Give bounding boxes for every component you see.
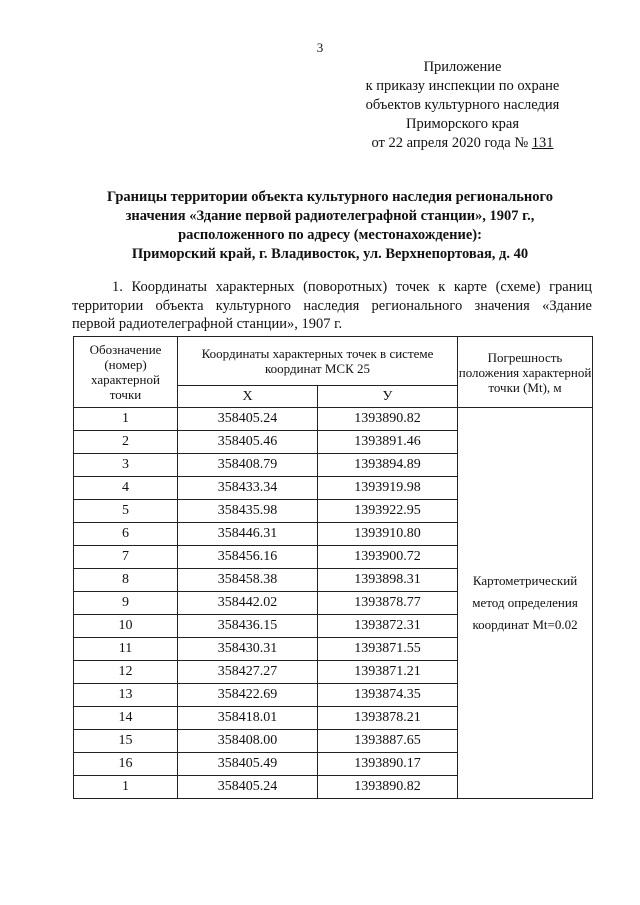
x-coordinate-cell: 358433.34 bbox=[178, 477, 318, 500]
x-coordinate-cell: 358405.49 bbox=[178, 753, 318, 776]
paragraph-1 bbox=[72, 278, 592, 334]
table-body bbox=[74, 408, 593, 799]
point-number-cell: 2 bbox=[74, 431, 178, 454]
accuracy-header: Погрешность положения характерной точки (Mt), м bbox=[458, 337, 593, 408]
appendix-date-line bbox=[340, 134, 585, 153]
x-coordinate-cell: 358418.01 bbox=[178, 707, 318, 730]
accuracy-line: Картометрический bbox=[472, 573, 578, 588]
point-number-cell: 16 bbox=[74, 753, 178, 776]
x-coordinate-cell: 358458.38 bbox=[178, 569, 318, 592]
accuracy-cell bbox=[458, 408, 593, 799]
point-number-cell: 9 bbox=[74, 592, 178, 615]
appendix-line: объектов культурного наследия bbox=[365, 97, 560, 113]
x-coordinate-cell: 358446.31 bbox=[178, 523, 318, 546]
y-coordinate-cell: 1393887.65 bbox=[318, 730, 458, 753]
accuracy-line: координат Mt=0.02 bbox=[472, 617, 578, 632]
y-coordinate-cell: 1393878.21 bbox=[318, 707, 458, 730]
x-coordinate-cell: 358405.46 bbox=[178, 431, 318, 454]
point-number-cell: 14 bbox=[74, 707, 178, 730]
y-coordinate-cell: 1393922.95 bbox=[318, 500, 458, 523]
point-number-cell: 12 bbox=[74, 661, 178, 684]
y-coordinate-cell: 1393891.46 bbox=[318, 431, 458, 454]
x-coordinate-cell: 358427.27 bbox=[178, 661, 318, 684]
coordinates-header: Координаты характерных точек в системе координат МСК 25 bbox=[178, 337, 458, 386]
point-number-cell: 15 bbox=[74, 730, 178, 753]
appendix-date: от 22 апреля 2020 года № bbox=[371, 135, 529, 151]
y-header: У bbox=[318, 386, 458, 408]
x-coordinate-cell: 358442.02 bbox=[178, 592, 318, 615]
x-coordinate-cell: 358435.98 bbox=[178, 500, 318, 523]
x-coordinate-cell: 358456.16 bbox=[178, 546, 318, 569]
y-coordinate-cell: 1393878.77 bbox=[318, 592, 458, 615]
point-number-header: Обозначение (номер) характерной точки bbox=[74, 337, 178, 408]
point-number-cell: 8 bbox=[74, 569, 178, 592]
title-line: значения «Здание первой радиотелеграфной станции», 1907 г., bbox=[125, 208, 535, 224]
point-number-cell: 1 bbox=[74, 776, 178, 799]
point-number-cell: 6 bbox=[74, 523, 178, 546]
point-number-cell: 10 bbox=[74, 615, 178, 638]
table-row bbox=[74, 408, 593, 431]
y-coordinate-cell: 1393890.17 bbox=[318, 753, 458, 776]
point-number-cell: 1 bbox=[74, 408, 178, 431]
x-coordinate-cell: 358408.00 bbox=[178, 730, 318, 753]
y-coordinate-cell: 1393872.31 bbox=[318, 615, 458, 638]
x-coordinate-cell: 358405.24 bbox=[178, 776, 318, 799]
title-line: Приморский край, г. Владивосток, ул. Верхнепортовая, д. 40 bbox=[131, 246, 529, 262]
y-coordinate-cell: 1393919.98 bbox=[318, 477, 458, 500]
y-coordinate-cell: 1393874.35 bbox=[318, 684, 458, 707]
y-coordinate-cell: 1393890.82 bbox=[318, 408, 458, 431]
y-coordinate-cell: 1393890.82 bbox=[318, 776, 458, 799]
appendix-line: Приложение bbox=[423, 59, 502, 75]
x-header: X bbox=[178, 386, 318, 408]
appendix-block bbox=[340, 58, 585, 153]
order-number: 131 bbox=[531, 135, 554, 151]
y-coordinate-cell: 1393900.72 bbox=[318, 546, 458, 569]
point-number-cell: 4 bbox=[74, 477, 178, 500]
title-line: расположенного по адресу (местонахождение): bbox=[178, 227, 482, 243]
paragraph-line: первой радиотелеграфной станции», 1907 г. bbox=[72, 316, 343, 332]
x-coordinate-cell: 358430.31 bbox=[178, 638, 318, 661]
point-number-cell: 5 bbox=[74, 500, 178, 523]
appendix-line: к приказу инспекции по охране bbox=[365, 78, 560, 94]
y-coordinate-cell: 1393898.31 bbox=[318, 569, 458, 592]
coordinates-table bbox=[73, 336, 593, 799]
paragraph-line: территории объекта культурного наследия регионального значения «Здание bbox=[72, 297, 592, 314]
point-number-cell: 7 bbox=[74, 546, 178, 569]
title-line: Границы территории объекта культурного наследия регионального bbox=[107, 189, 553, 205]
point-number-cell: 3 bbox=[74, 454, 178, 477]
x-coordinate-cell: 358422.69 bbox=[178, 684, 318, 707]
accuracy-line: метод определения bbox=[472, 595, 578, 610]
paragraph-line: 1. Координаты характерных (поворотных) точек к карте (схеме) границ bbox=[112, 279, 592, 295]
y-coordinate-cell: 1393910.80 bbox=[318, 523, 458, 546]
y-coordinate-cell: 1393871.55 bbox=[318, 638, 458, 661]
x-coordinate-cell: 358405.24 bbox=[178, 408, 318, 431]
x-coordinate-cell: 358408.79 bbox=[178, 454, 318, 477]
appendix-line: Приморского края bbox=[405, 116, 519, 132]
document-title bbox=[60, 188, 600, 264]
page-number: 3 bbox=[316, 40, 324, 55]
y-coordinate-cell: 1393894.89 bbox=[318, 454, 458, 477]
x-coordinate-cell: 358436.15 bbox=[178, 615, 318, 638]
point-number-cell: 11 bbox=[74, 638, 178, 661]
y-coordinate-cell: 1393871.21 bbox=[318, 661, 458, 684]
point-number-cell: 13 bbox=[74, 684, 178, 707]
